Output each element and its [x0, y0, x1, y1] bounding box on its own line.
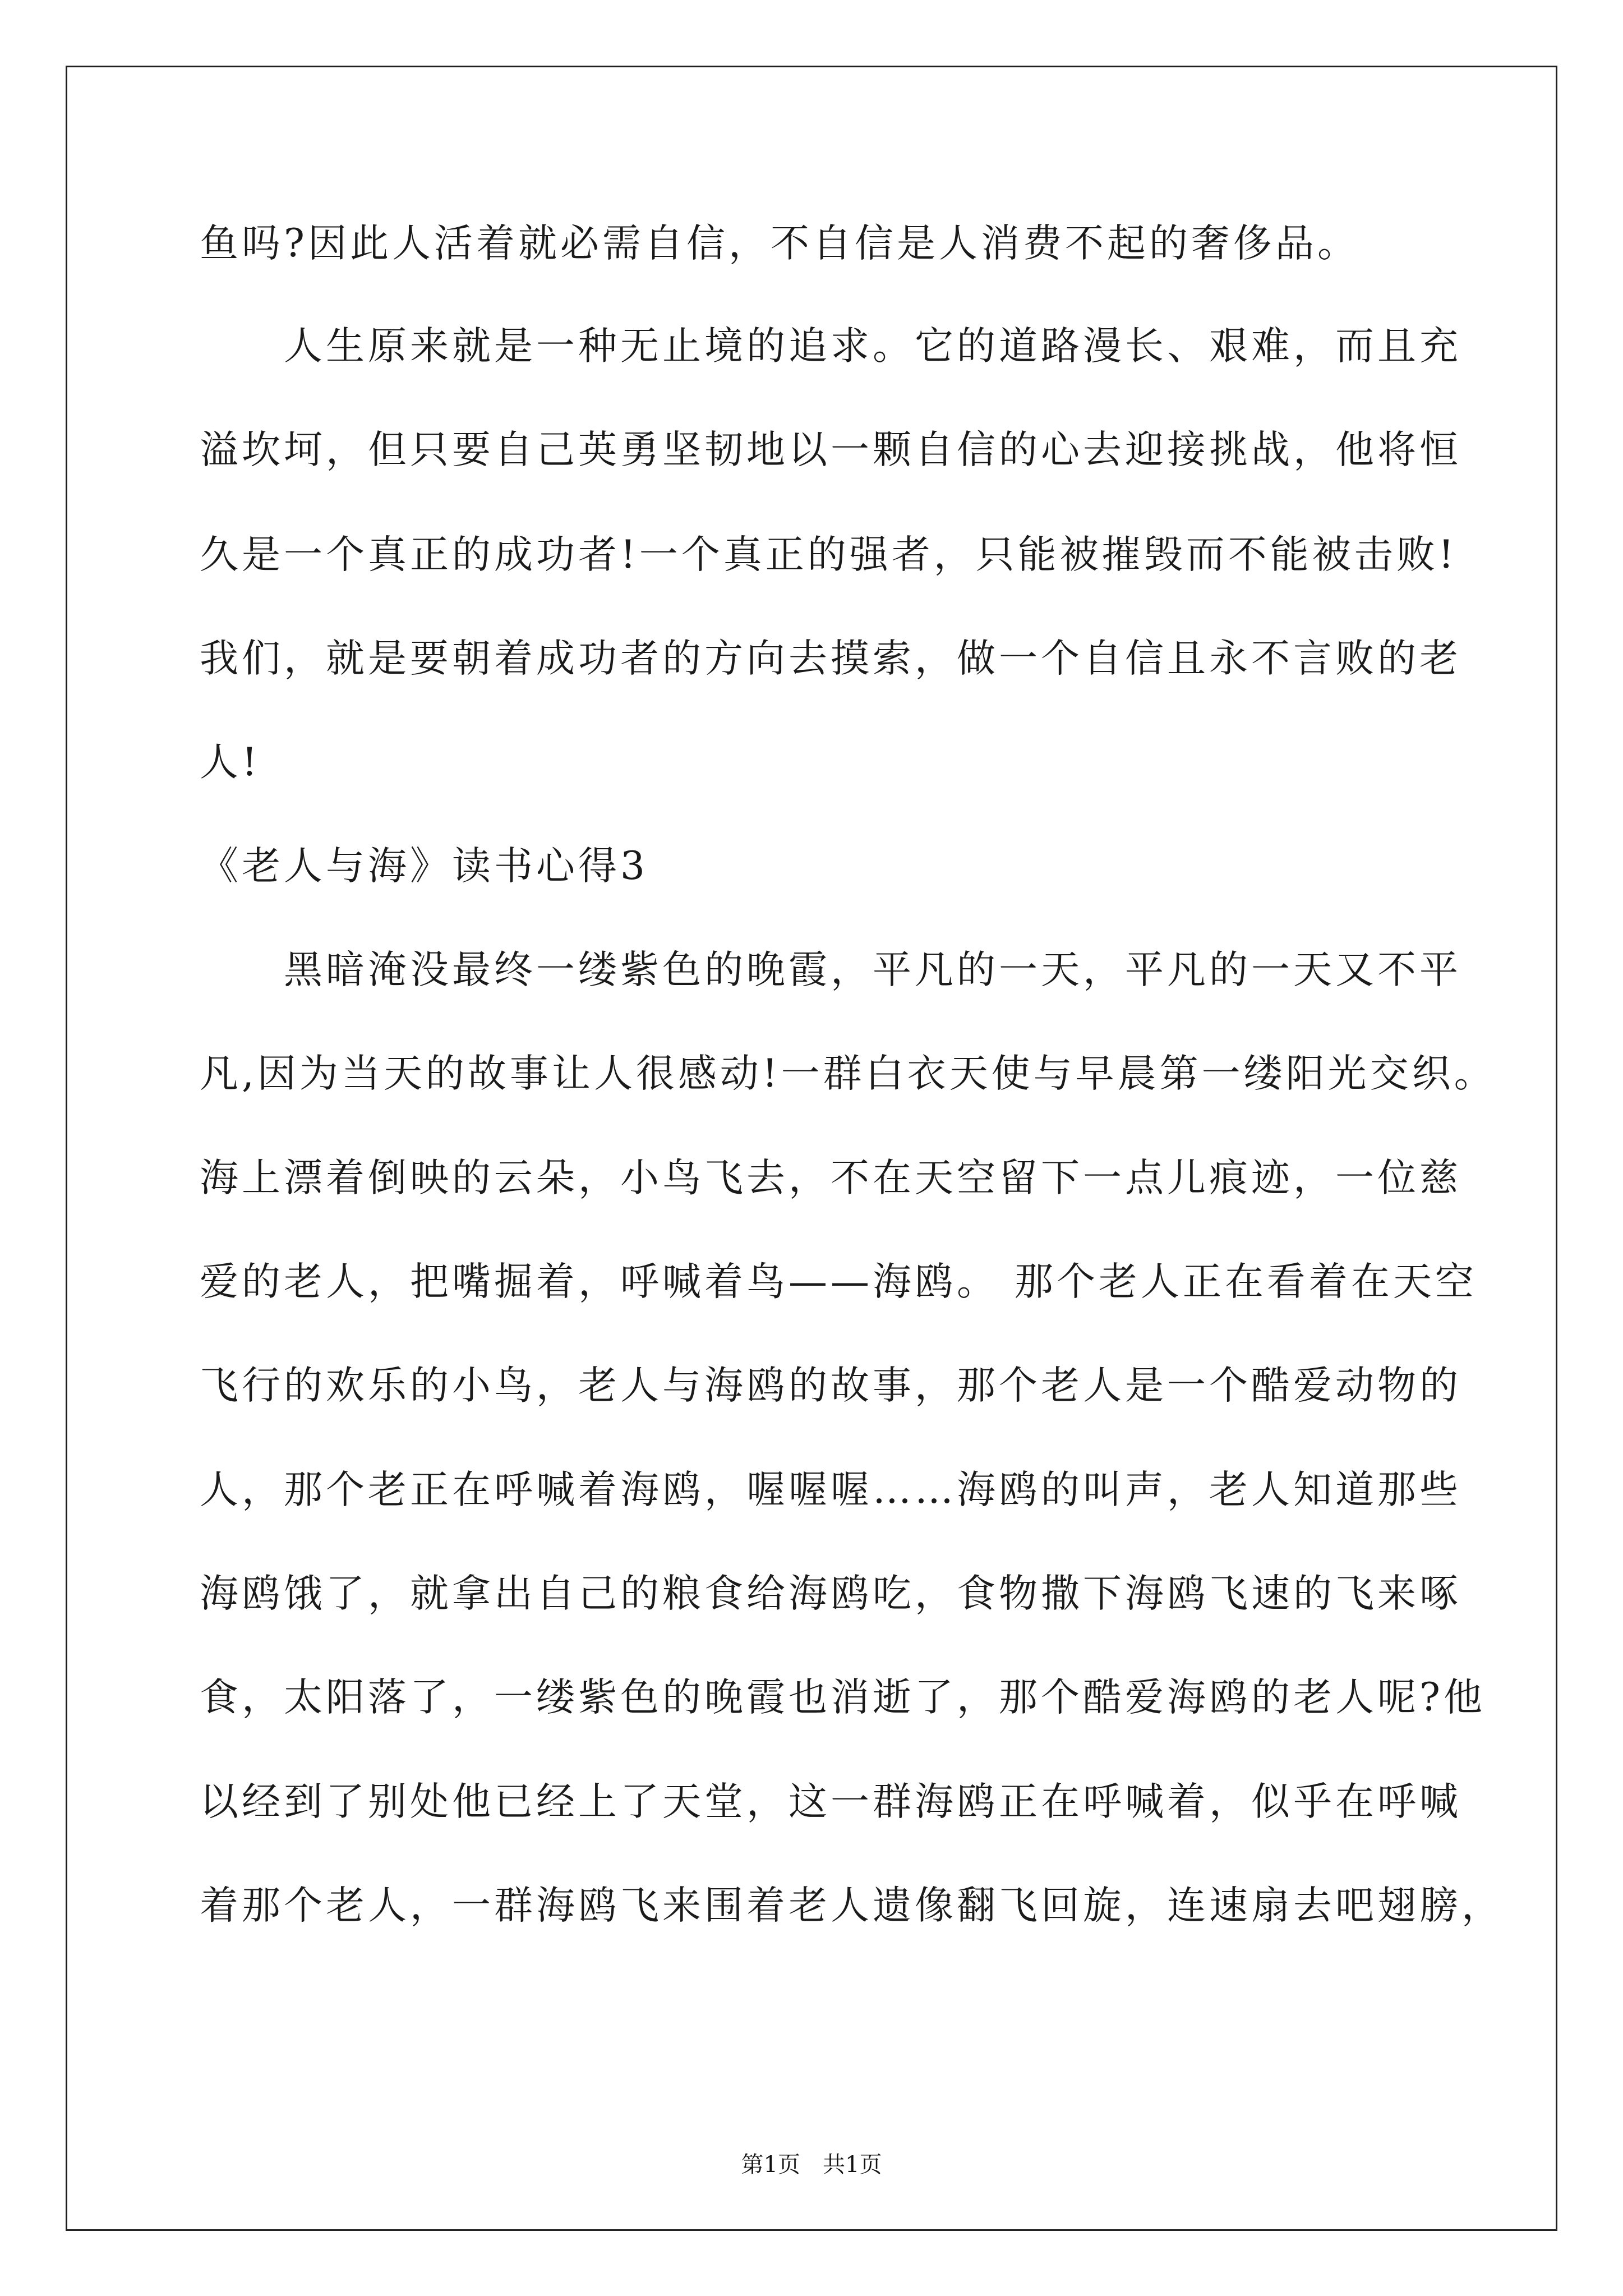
text-line-10: 海上漂着倒映的云朵，小鸟飞去，不在天空留下一点儿痕迹，一位慈 — [200, 1156, 1461, 1200]
text-line-13: 人，那个老正在呼喊着海鸥，喔喔喔……海鸥的叫声，老人知道那些 — [200, 1467, 1461, 1512]
page-number-footer: 第1页 共1页 — [741, 2152, 882, 2178]
text-line-1: 鱼吗?因此人活着就必需自信，不自信是人消费不起的奢侈品。 — [200, 221, 1359, 266]
text-line-5: 我们，就是要朝着成功者的方向去摸索，做一个自信且永不言败的老 — [200, 636, 1461, 681]
text-line-3: 溢坎坷，但只要自己英勇坚韧地以一颗自信的心去迎接挑战，他将恒 — [200, 427, 1461, 472]
text-line-17: 着那个老人，一群海鸥飞来围着老人遗像翻飞回旋，连速扇去吧翅膀， — [200, 1883, 1504, 1928]
text-line-12: 飞行的欢乐的小鸟，老人与海鸥的故事，那个老人是一个酷爱动物的 — [200, 1363, 1461, 1408]
text-line-6: 人! — [200, 740, 261, 785]
text-line-11: 爱的老人，把嘴掘着，呼喊着鸟——海鸥。 那个老人正在看着在天空 — [200, 1259, 1477, 1304]
text-line-14: 海鸥饿了，就拿出自己的粮食给海鸥吃，食物撒下海鸥飞速的飞来啄 — [200, 1571, 1461, 1616]
text-line-2: 人生原来就是一种无止境的追求。它的道路漫长、艰难，而且充 — [200, 324, 1461, 369]
section-heading: 《老人与海》读书心得3 — [200, 844, 648, 889]
text-line-16: 以经到了别处他已经上了天堂，这一群海鸥正在呼喊着，似乎在呼喊 — [200, 1779, 1461, 1824]
text-line-8: 黑暗淹没最终一缕紫色的晚霞，平凡的一天，平凡的一天又不平 — [200, 947, 1461, 992]
text-line-15: 食，太阳落了，一缕紫色的晚霞也消逝了，那个酷爱海鸥的老人呢?他 — [200, 1675, 1486, 1720]
text-line-9: 凡,因为当天的故事让人很感动!一群白衣天使与早晨第一缕阳光交织。 — [200, 1051, 1496, 1096]
text-line-4: 久是一个真正的成功者!一个真正的强者，只能被摧毁而不能被击败! — [200, 532, 1458, 577]
